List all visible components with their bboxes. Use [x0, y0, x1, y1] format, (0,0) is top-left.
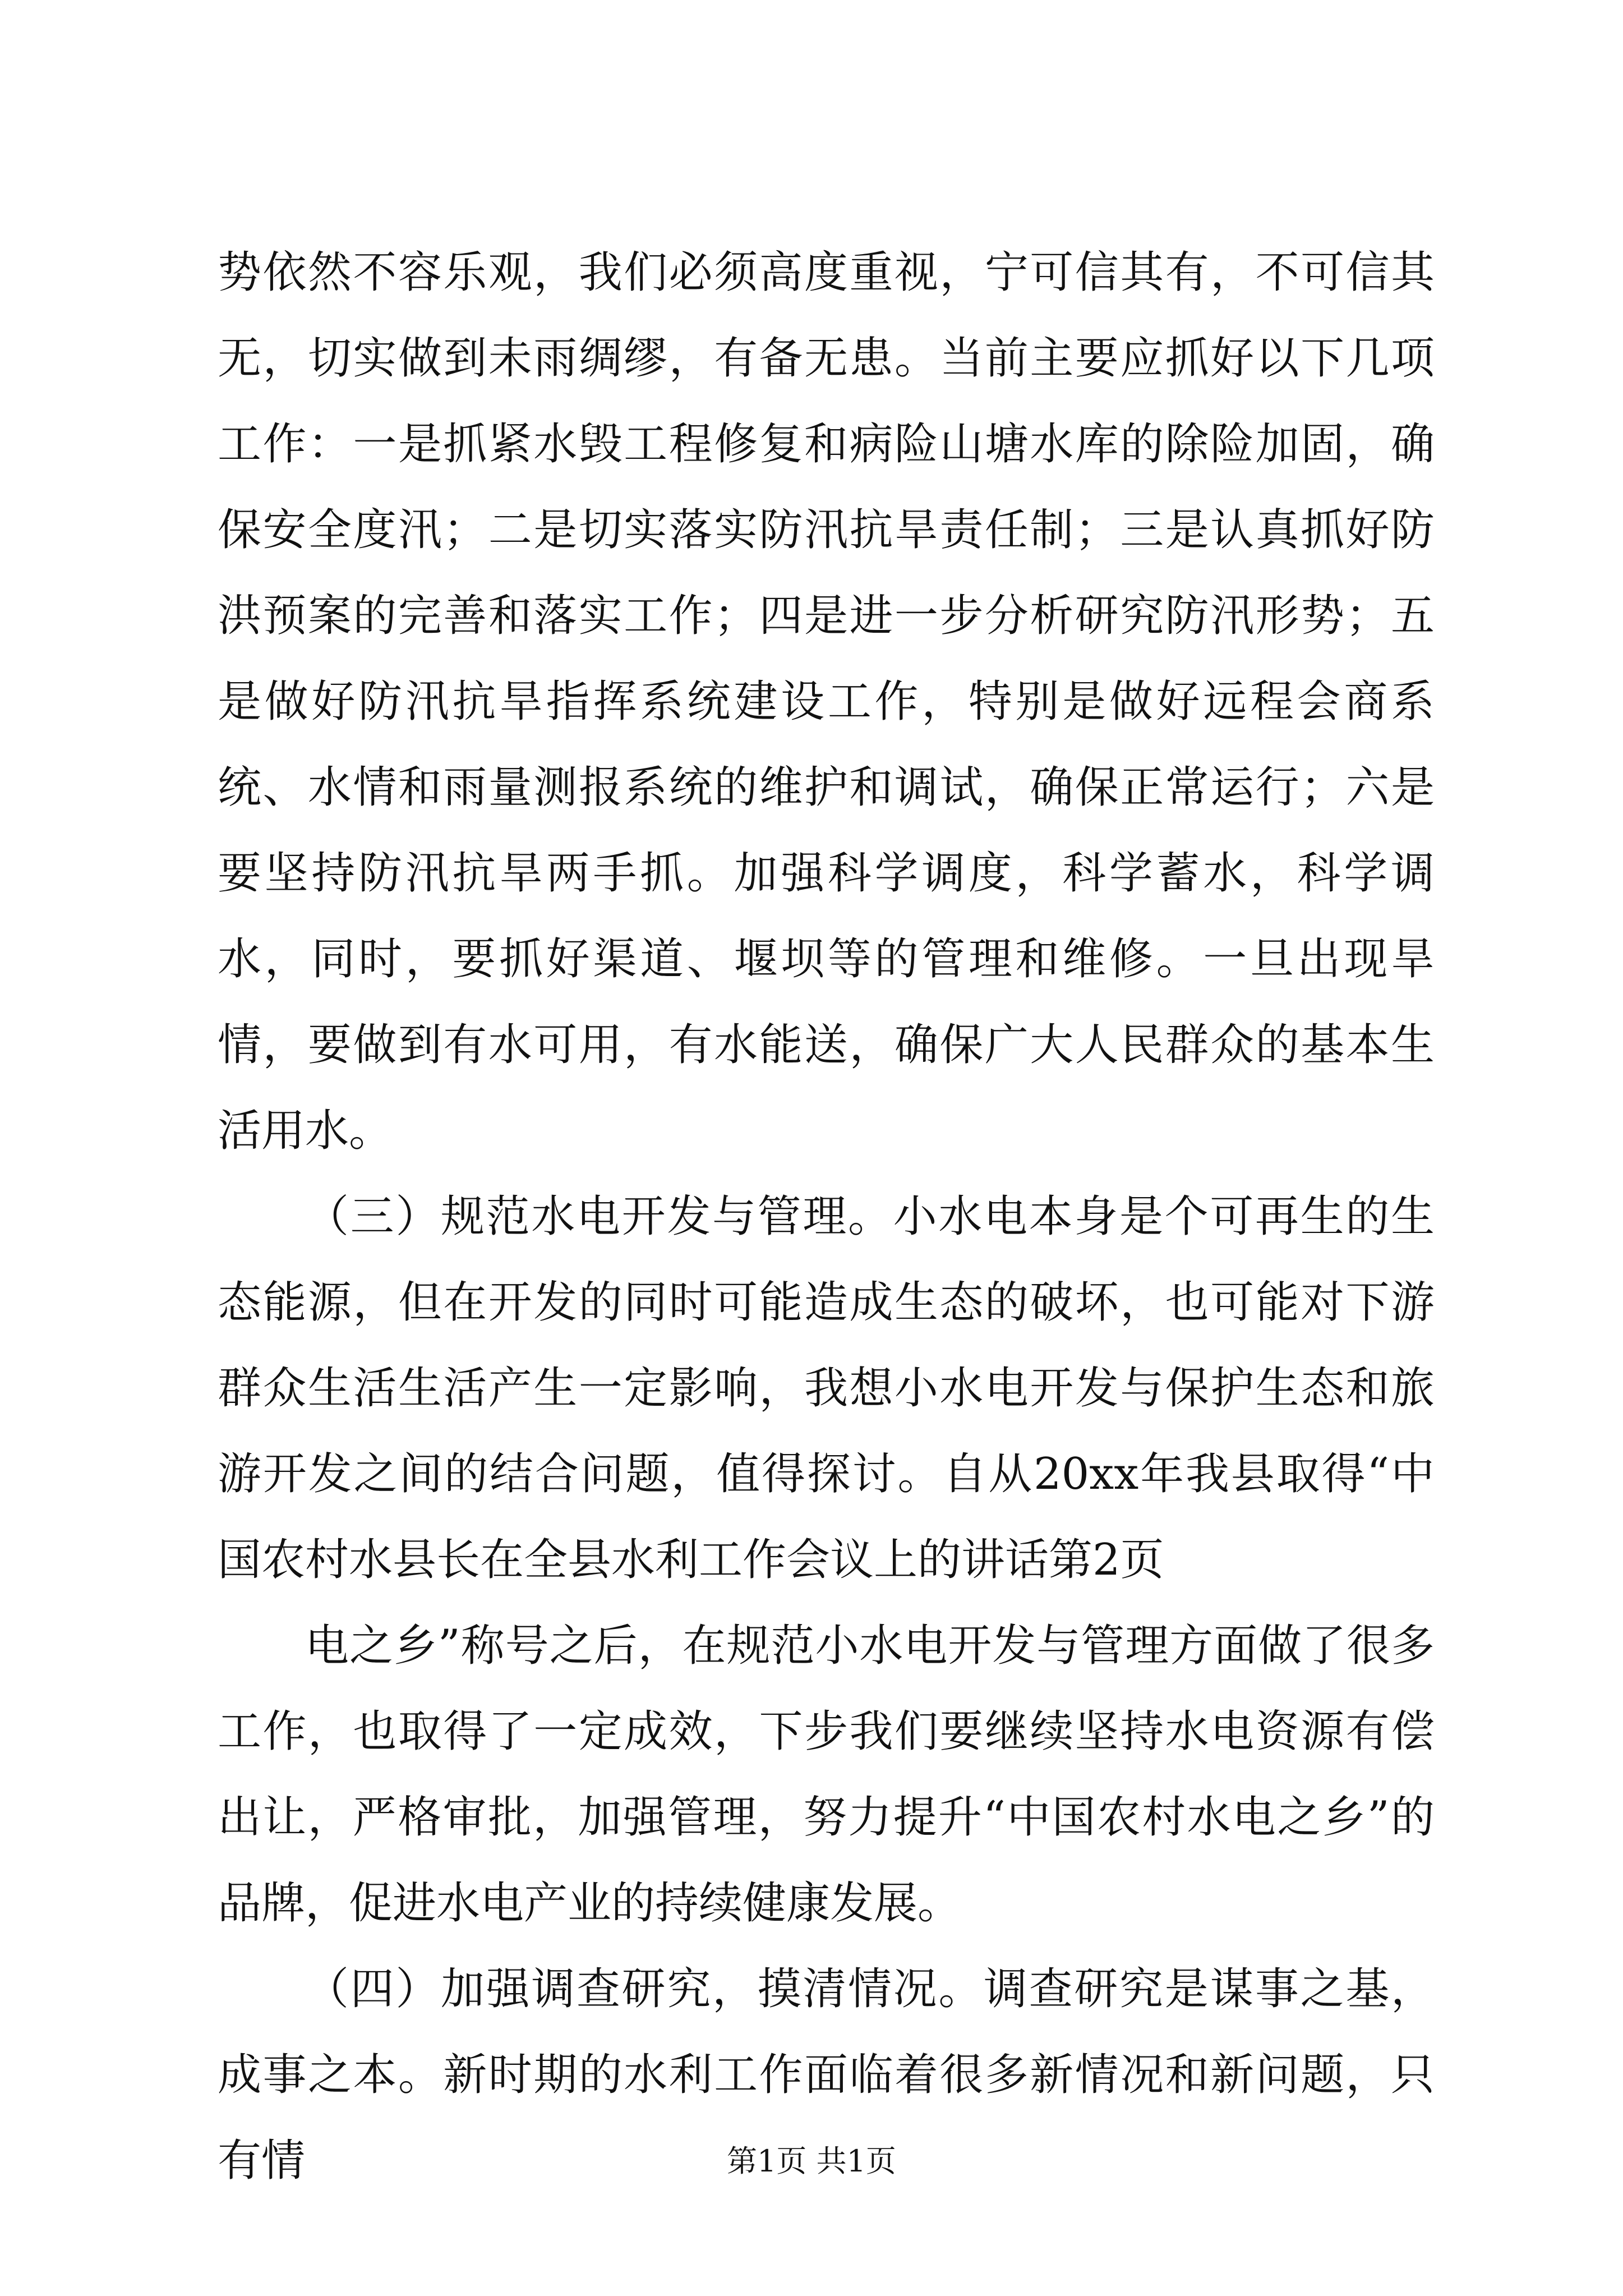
body-text	[218, 230, 1435, 2204]
page-footer: 第1页 共1页	[727, 2143, 896, 2179]
paragraph-4: （四）加强调查研究，摸清情况。调查研究是谋事之基，成事之本。新时期的水利工作面临着很多新情况和新问题，只有情	[218, 1964, 1435, 2186]
paragraph-1: 势依然不容乐观，我们必须高度重视，宁可信其有，不可信其无，切实做到未雨绸缪，有备无患。当前主要应抓好以下几项工作：一是抓紧水毁工程修复和病险山塘水库的除险加固，确保安全度汛；二是切实落实防汛抗旱责任制；三是认真抓好防洪预案的完善和落实工作；四是进一步分析研究防汛形势；五是做好防汛抗旱指挥系统建设工作，特别是做好远程会商系统、水情和雨量测报系统的维护和调试，确保正常运行；六是要坚持防汛抗旱两手抓。加强科学调度，科学蓄水，科学调水，同时，要抓好渠道、堰坝等的管理和维修。一旦出现旱情，要做到有水可用，有水能送，确保广大人民群众的基本生活用水。	[218, 247, 1435, 1156]
paragraph-2: （三）规范水电开发与管理。小水电本身是个可再生的生态能源，但在开发的同时可能造成生态的破坏，也可能对下游群众生活生活产生一定影响，我想小水电开发与保护生态和旅游开发之间的结合问题，值得探讨。自从20xx年我县取得“中国农村水县长在全县水利工作会议上的讲话第2页	[218, 1191, 1435, 1585]
paragraph-3: 电之乡”称号之后，在规范小水电开发与管理方面做了很多工作，也取得了一定成效，下步我们要继续坚持水电资源有偿出让，严格审批，加强管理，努力提升“中国农村水电之乡”的品牌，促进水电产业的持续健康发展。	[218, 1621, 1435, 1929]
